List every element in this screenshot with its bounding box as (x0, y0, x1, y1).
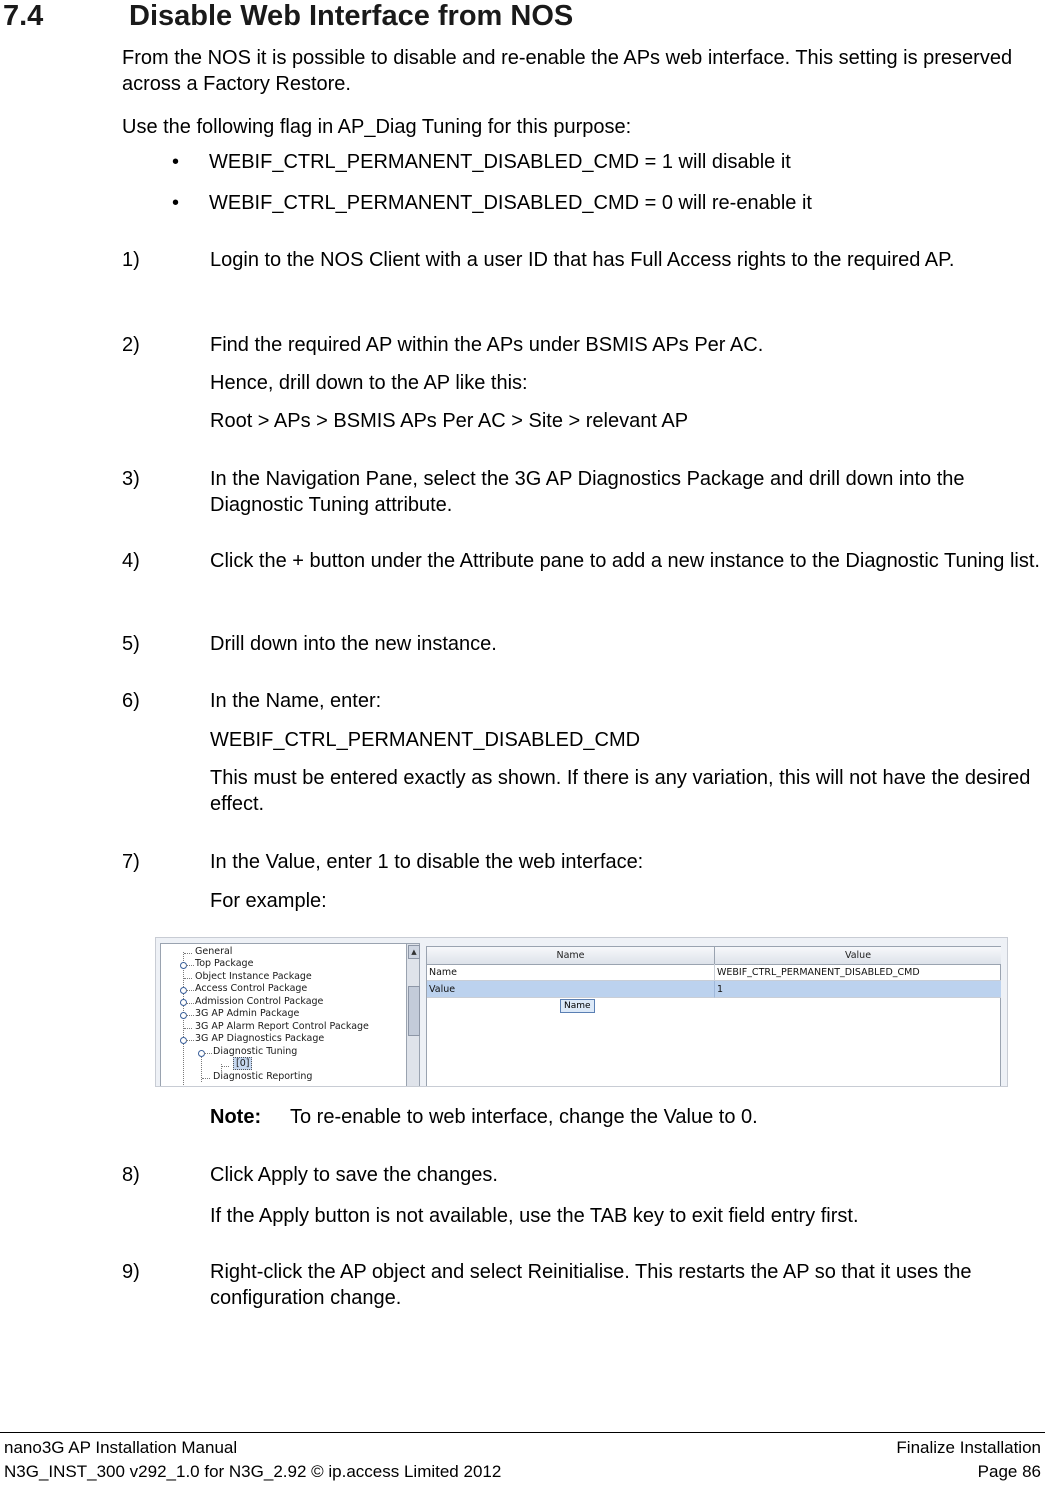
tree-item-diagnostic-tuning[interactable]: Diagnostic Tuning (213, 1046, 298, 1057)
tree-item-diagnostic-reporting[interactable]: Diagnostic Reporting (213, 1071, 313, 1082)
tree-item-object-instance-package[interactable]: Object Instance Package (195, 971, 312, 982)
step-number: 3) (122, 468, 140, 490)
scroll-thumb[interactable] (408, 986, 420, 1036)
tree-item-instance-0[interactable] (233, 1058, 252, 1069)
step-text: Login to the NOS Client with a user ID that has Full Access rights to the required AP. (210, 249, 955, 271)
footer-page-number: Page 86 (977, 1462, 1041, 1481)
attribute-value-cell[interactable]: WEBIF_CTRL_PERMANENT_DISABLED_CMD (715, 964, 1001, 981)
step-text: Click the + button under the Attribute pane to add a new instance to the Diagnostic Tuning list. (210, 550, 1040, 572)
section-heading (3, 0, 573, 33)
step-number: 2) (122, 334, 140, 356)
nos-client-screenshot (155, 937, 1008, 1087)
step-2-path: Root > APs > BSMIS APs Per AC > Site > relevant AP (210, 410, 689, 432)
section-number: 7.4 (3, 0, 44, 32)
footer-manual-title: nano3G AP Installation Manual (4, 1438, 238, 1457)
tree-item-general[interactable]: General (195, 946, 233, 957)
step-number: 4) (122, 550, 140, 572)
step-number: 1) (122, 249, 140, 271)
attribute-name-cell: Name (427, 964, 715, 981)
step-6-flag-name: WEBIF_CTRL_PERMANENT_DISABLED_CMD (210, 729, 641, 751)
section-title: Disable Web Interface from NOS (129, 0, 574, 32)
step-6-warning: This must be entered exactly as shown. If there is any variation, this will not have the desired effect. (210, 767, 1031, 815)
step-number: 8) (122, 1164, 140, 1186)
tree-scrollbar[interactable] (406, 943, 420, 1087)
bullet-dot: • (172, 192, 180, 214)
step-text: In the Navigation Pane, select the 3G AP Diagnostics Package and drill down into the Diagnostic Tuning attribute. (210, 468, 965, 516)
step-2-sub: Hence, drill down to the AP like this: (210, 372, 528, 394)
intro-flag-line: Use the following flag in AP_Diag Tuning for this purpose: (122, 116, 632, 138)
tree-item-access-control-package[interactable]: Access Control Package (195, 983, 308, 994)
bullet-item (172, 151, 791, 174)
note-label: Note: (210, 1106, 262, 1128)
step-text: Right-click the AP object and select Reinitialise. This restarts the AP so that it uses the configuration change. (210, 1261, 972, 1309)
tree-item-3g-ap-admin-package[interactable]: 3G AP Admin Package (195, 1008, 300, 1019)
step-text: In the Name, enter: (210, 690, 382, 712)
step-text: Drill down into the new instance. (210, 633, 497, 655)
selected-instance[interactable]: [0] (233, 1057, 252, 1070)
bullet-text: WEBIF_CTRL_PERMANENT_DISABLED_CMD = 1 will disable it (209, 151, 791, 173)
column-header-name[interactable]: Name (427, 947, 715, 965)
tree-item-3g-ap-alarm-report-control-package[interactable]: 3G AP Alarm Report Control Package (195, 1021, 369, 1032)
step-number: 5) (122, 633, 140, 655)
attribute-value-cell[interactable]: 1 (715, 981, 1001, 998)
tree-item-3g-ap-diagnostics-package[interactable]: 3G AP Diagnostics Package (195, 1033, 325, 1044)
step-number: 7) (122, 851, 140, 873)
step-text: Find the required AP within the APs under BSMIS APs Per AC. (210, 334, 764, 356)
step-7-example: For example: (210, 890, 327, 912)
step-text: In the Value, enter 1 to disable the web interface: (210, 851, 644, 873)
step-text: Click Apply to save the changes. (210, 1164, 498, 1186)
tree-item-admission-control-package[interactable]: Admission Control Package (195, 996, 324, 1007)
bullet-dot: • (172, 151, 180, 173)
step-8-sub: If the Apply button is not available, use the TAB key to exit field entry first. (210, 1205, 859, 1227)
step-number: 9) (122, 1261, 140, 1283)
note (210, 1106, 758, 1129)
scroll-up-arrow-icon[interactable]: ▲ (408, 945, 420, 959)
attribute-name-cell: Value (427, 981, 715, 998)
navigation-tree (160, 943, 410, 1087)
tree-item-top-package[interactable]: Top Package (195, 958, 254, 969)
footer-chapter: Finalize Installation (896, 1438, 1041, 1457)
intro-paragraph: From the NOS it is possible to disable and re-enable the APs web interface. This setting is preserved across a Factory Restore. (122, 47, 1013, 95)
step-number: 6) (122, 690, 140, 712)
column-header-value[interactable]: Value (715, 947, 1001, 965)
note-text: To re-enable to web interface, change the Value to 0. (290, 1106, 758, 1128)
footer-document-id: N3G_INST_300 v292_1.0 for N3G_2.92 © ip.access Limited 2012 (4, 1462, 502, 1481)
bullet-text: WEBIF_CTRL_PERMANENT_DISABLED_CMD = 0 will re-enable it (209, 192, 812, 214)
attribute-table (426, 946, 1001, 1087)
footer-rule (0, 1432, 1045, 1433)
column-tooltip: Name (560, 999, 595, 1013)
bullet-item (172, 192, 812, 215)
